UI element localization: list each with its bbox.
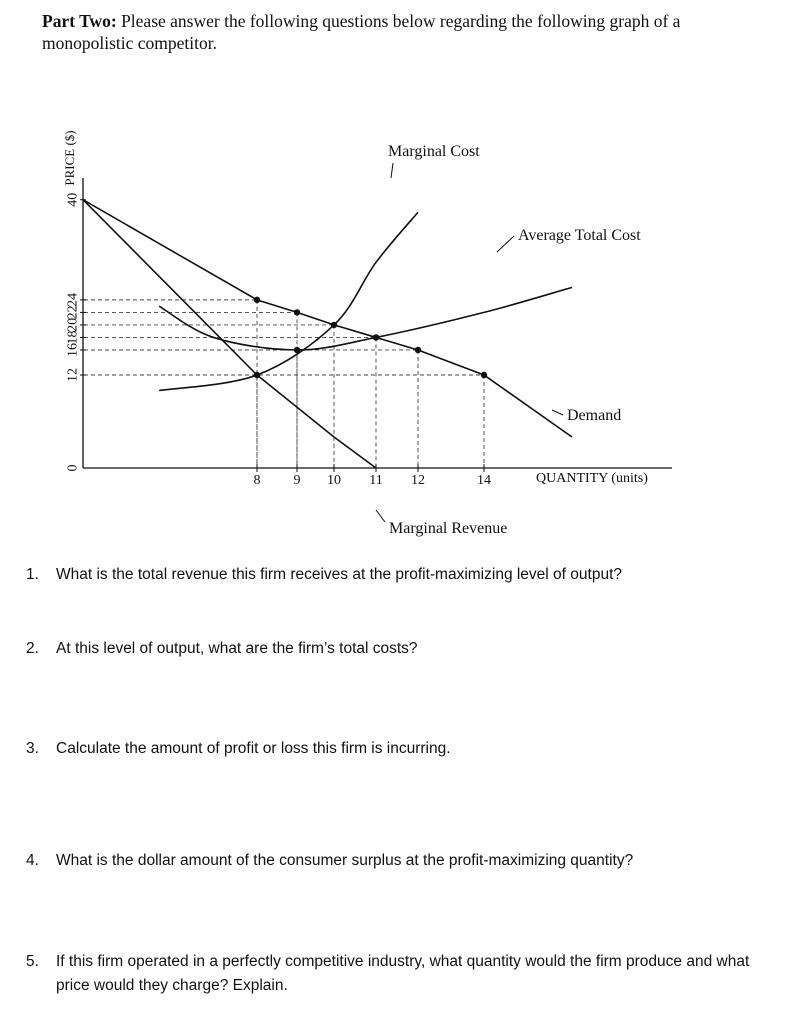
- question-1: [26, 563, 771, 587]
- question-number: 5.: [26, 953, 39, 970]
- demand-leader: [552, 410, 563, 415]
- dashed-guides: [84, 300, 484, 467]
- question-number: 2.: [26, 640, 39, 657]
- y-tick-label-20: 20: [65, 317, 81, 332]
- y-tick-label-40: 40: [65, 192, 81, 207]
- label-marginal-cost: Marginal Cost: [388, 143, 480, 160]
- curve-demand: [83, 200, 572, 437]
- x-tick-label-11: 11: [369, 473, 383, 488]
- x-axis-label: QUANTITY (units): [536, 471, 648, 486]
- curve-marginal-cost: [159, 212, 418, 390]
- monopolistic-competitor-graph: [0, 70, 700, 550]
- point-4: [415, 347, 421, 353]
- y-axis-label: PRICE ($): [62, 130, 77, 186]
- y-tick-label-24: 24: [65, 292, 81, 307]
- intro-body: Please answer the following questions below regarding the following graph of a monopolistic competitor.: [42, 11, 681, 53]
- question-number: 3.: [26, 740, 39, 757]
- x-tick-label-14: 14: [477, 473, 491, 488]
- question-number: 1.: [26, 566, 39, 583]
- mr-leader: [376, 510, 385, 522]
- question-number: 4.: [26, 852, 39, 869]
- point-5: [481, 372, 487, 378]
- point-3: [373, 334, 379, 340]
- label-demand: Demand: [567, 407, 622, 424]
- question-text: Calculate the amount of profit or loss this firm is incurring.: [56, 740, 451, 757]
- question-text: At this level of output, what are the firm’s total costs?: [56, 640, 418, 657]
- point-2: [331, 322, 337, 328]
- question-5: [26, 950, 771, 998]
- x-tick-label-8: 8: [253, 473, 261, 488]
- intro-bold: Part Two:: [42, 11, 117, 31]
- x-tick-label-9: 9: [293, 473, 301, 488]
- y-tick-label-0: 0: [65, 464, 81, 472]
- y-tick-label-22: 22: [65, 305, 81, 320]
- y-tick-label-12: 12: [65, 368, 81, 382]
- label-average-total-cost: Average Total Cost: [518, 227, 641, 244]
- x-tick-label-12: 12: [411, 473, 425, 488]
- label-marginal-revenue: Marginal Revenue: [389, 520, 508, 537]
- intro-text: [42, 10, 742, 54]
- marginal-cost-leader: [391, 163, 393, 178]
- y-tick-label-16: 16: [65, 342, 81, 357]
- curve-average-total-cost: [159, 287, 572, 350]
- point-0: [254, 297, 260, 303]
- question-text: What is the total revenue this firm receives at the profit-maximizing level of output?: [56, 566, 622, 583]
- axes: [83, 178, 672, 468]
- y-tick-label-18: 18: [65, 330, 81, 345]
- question-2: [26, 637, 771, 661]
- point-6: [254, 372, 260, 378]
- question-text: What is the dollar amount of the consumer surplus at the profit-maximizing quantity?: [56, 852, 634, 869]
- x-tick-label-10: 10: [327, 473, 341, 488]
- question-4: [26, 849, 771, 873]
- question-text: If this firm operated in a perfectly competitive industry, what quantity would the firm produce and what price would they charge? Explain.: [56, 953, 750, 994]
- point-7: [294, 347, 300, 353]
- question-3: [26, 737, 771, 761]
- atc-leader: [497, 236, 514, 252]
- point-1: [294, 309, 300, 315]
- curves: [83, 200, 572, 468]
- curve-marginal-revenue: [83, 200, 376, 468]
